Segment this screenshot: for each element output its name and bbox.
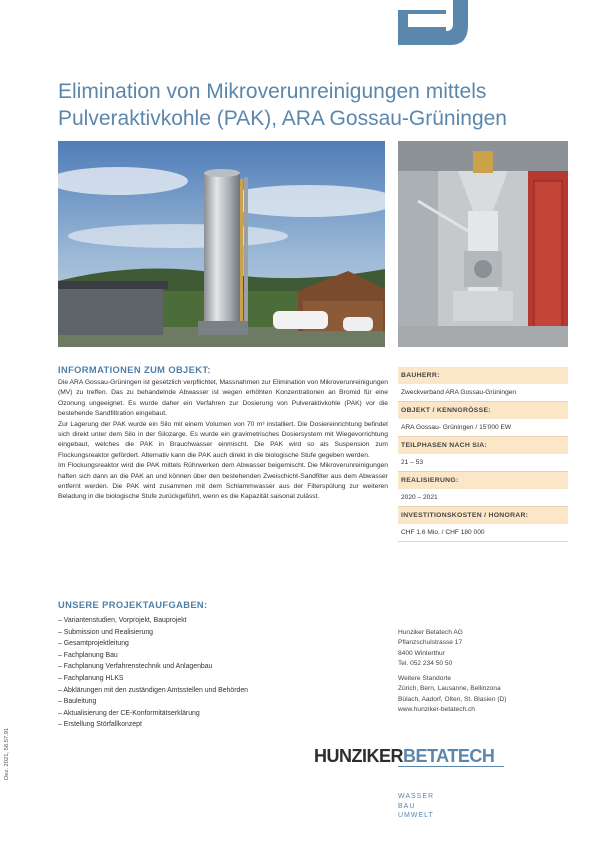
project-facts (398, 367, 568, 542)
tagline-1: WASSER (398, 793, 435, 800)
list-item: – Abklärungen mit den zuständigen Amtsstellen und Behörden (58, 686, 249, 694)
page-title (58, 78, 558, 132)
fact-label-realisierung: REALISIERUNG: (398, 472, 568, 489)
city-address: 8400 Winterthur (398, 649, 445, 657)
list-item: – Erstellung Störfallkonzept (58, 721, 142, 729)
fact-value-objekt: ARA Gossau- Grüningen / 15'000 EW (398, 419, 568, 437)
locations-line-1: Zürich, Bern, Lausanne, Bellinzona (398, 685, 501, 693)
info-paragraph: Die ARA Gossau-Grüningen ist gesetzlich verpflichtet, Massnahmen zur Elimination von Mikroverunreinigungen (MV) zu treffen. Das zu behandelnde Abwasser ist wegen erhöhten Konzentrationen an Bromid für eine Ozonung ungeeignet. Es wurde daher ein Verfahren zur Dosierung von Pulveraktivkohle (PAK) vor die bestehende Sandfiltration eingebaut. (58, 379, 388, 418)
fact-value-bauherr: Zweckverband ARA Gossau-Grüningen (398, 384, 568, 402)
title-line-2: Pulveraktivkohle (PAK), ARA Gossau-Grüningen (58, 107, 507, 130)
fact-label-kosten: INVESTITIONSKOSTEN / HONORAR: (398, 507, 568, 524)
list-item: – Bauleitung (58, 698, 97, 706)
info-paragraph: Im Flockungsreaktor wird die PAK mittels Rührwerken dem Abwasser beigemischt. Die Mikroverunreinigungen haften sich dann an die PAK an und können über den bestehenden Zweischicht-Sandfilter aus dem Abwasser entfernt werden. Die PAK wird zusammen mit dem Schlammwasser aus der Filterspülung zur weiteren Beladung in die biologische Stufe zurückgeführt, wenn es die Kapazität saisonal zulässt. (58, 462, 388, 501)
list-item: – Fachplanung HLKS (58, 674, 124, 682)
list-item: – Aktualisierung der CE-Konformitätserklärung (58, 709, 200, 717)
title-line-1: Elimination von Mikroverunreinigungen mittels (58, 80, 487, 103)
brand-logo (314, 746, 514, 768)
tasks-list (58, 615, 378, 731)
locations-line-2: Bülach, Aadorf, Olten, St. Blasien (D) (398, 695, 507, 703)
phone-number: Tel. 052 234 50 50 (398, 659, 453, 667)
contact-block (398, 628, 578, 715)
company-name: Hunziker Betatech AG (398, 629, 463, 636)
info-body (58, 378, 388, 503)
brand-part-1: HUNZIKER (314, 746, 403, 766)
tagline-2: BAU (398, 802, 416, 810)
fact-label-teilphasen: TEILPHASEN NACH SIA: (398, 437, 568, 454)
dosing-station-photo (398, 141, 568, 347)
fact-value-realisierung: 2020 – 2021 (398, 489, 568, 507)
logo-d-mark-icon (398, 0, 468, 45)
fact-value-kosten: CHF 1.6 Mio. / CHF 180 000 (398, 524, 568, 542)
street-address: Pflanzschulstrasse 17 (398, 639, 463, 647)
fact-label-objekt: OBJEKT / KENNGRÖSSE: (398, 402, 568, 419)
list-item: – Fachplanung Bau (58, 651, 118, 659)
fact-label-bauherr: BAUHERR: (398, 367, 568, 384)
list-item: – Fachplanung Verfahrenstechnik und Anlagenbau (58, 663, 213, 671)
brand-underline (398, 766, 504, 767)
brand-tagline (398, 792, 434, 821)
website-link[interactable]: www.hunziker-betatech.ch (398, 706, 475, 714)
tagline-3: UMWELT (398, 812, 434, 820)
info-paragraph: Zur Lagerung der PAK wurde ein Silo mit einem Volumen von 70 m³ installiert. Die Dosiereinrichtung befindet sich direkt unter dem Silo in der Silozarge. Es wurde ein gravimetrisches Dosiersystem mit Wiegevorrichtung eingebaut, welches die PAK in Brauchwasser einmischt. Die PAK wird so als Suspension zum Flockungsreaktor gefördert. Alternativ kann die PAK auch direkt in die biologische Stufe gegeben werden. (58, 420, 388, 459)
fact-value-teilphasen: 21 – 53 (398, 454, 568, 472)
locations-heading: Weitere Standorte (398, 675, 452, 683)
list-item: – Submission und Realisierung (58, 628, 153, 636)
list-item: – Gesamtprojektleitung (58, 640, 129, 648)
date-code: Dez. 2021, 58.57.91 (4, 727, 10, 780)
silo-exterior-photo (58, 141, 385, 347)
brand-part-2: BETATECH (403, 746, 495, 766)
tasks-heading: UNSERE PROJEKTAUFGABEN: (58, 600, 208, 610)
list-item: – Variantenstudien, Vorprojekt, Bauprojekt (58, 617, 187, 624)
info-heading: INFORMATIONEN ZUM OBJEKT: (58, 365, 211, 375)
